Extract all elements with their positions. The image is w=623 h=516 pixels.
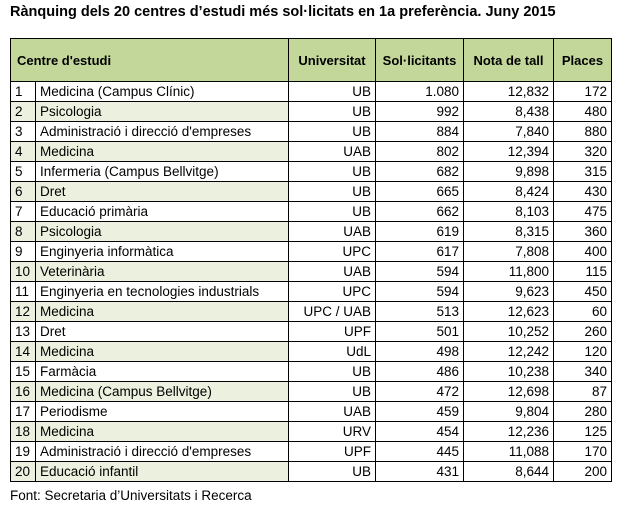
row-nota: 9,898: [464, 162, 554, 182]
row-universitat: UB: [289, 382, 376, 402]
row-places: 475: [554, 202, 612, 222]
row-universitat: UB: [289, 122, 376, 142]
row-sollicitants: 665: [376, 182, 464, 202]
row-universitat: UB: [289, 162, 376, 182]
table-title: Rànquing dels 20 centres d’estudi més sol·licitats en 1a preferència. Juny 2015: [10, 4, 556, 20]
row-universitat: UB: [289, 362, 376, 382]
row-sollicitants: 472: [376, 382, 464, 402]
row-nota: 12,623: [464, 302, 554, 322]
row-centre: Medicina: [36, 342, 289, 362]
row-sollicitants: 617: [376, 242, 464, 262]
row-centre: Medicina (Campus Clínic): [36, 82, 289, 102]
row-sollicitants: 992: [376, 102, 464, 122]
row-rank: 11: [11, 282, 36, 302]
row-nota: 8,315: [464, 222, 554, 242]
row-places: 400: [554, 242, 612, 262]
row-places: 125: [554, 422, 612, 442]
row-places: 320: [554, 142, 612, 162]
row-nota: 12,242: [464, 342, 554, 362]
row-sollicitants: 486: [376, 362, 464, 382]
row-places: 115: [554, 262, 612, 282]
row-sollicitants: 513: [376, 302, 464, 322]
row-centre: Psicologia: [36, 102, 289, 122]
row-nota: 7,808: [464, 242, 554, 262]
row-universitat: UB: [289, 102, 376, 122]
row-nota: 12,236: [464, 422, 554, 442]
row-sollicitants: 802: [376, 142, 464, 162]
row-nota: 12,698: [464, 382, 554, 402]
source-note: Font: Secretaria d’Universitats i Recerca: [10, 488, 252, 503]
row-nota: 9,804: [464, 402, 554, 422]
row-nota: 7,840: [464, 122, 554, 142]
row-centre: Enginyeria informàtica: [36, 242, 289, 262]
row-universitat: UdL: [289, 342, 376, 362]
row-centre: Farmàcia: [36, 362, 289, 382]
row-rank: 3: [11, 122, 36, 142]
row-centre: Educació infantil: [36, 462, 289, 482]
row-universitat: UAB: [289, 262, 376, 282]
row-universitat: UB: [289, 462, 376, 482]
row-sollicitants: 454: [376, 422, 464, 442]
row-rank: 5: [11, 162, 36, 182]
row-universitat: UB: [289, 82, 376, 102]
row-rank: 13: [11, 322, 36, 342]
row-sollicitants: 498: [376, 342, 464, 362]
row-places: 450: [554, 282, 612, 302]
row-centre: Enginyeria en tecnologies industrials: [36, 282, 289, 302]
row-universitat: UPF: [289, 322, 376, 342]
row-sollicitants: 431: [376, 462, 464, 482]
row-centre: Medicina: [36, 142, 289, 162]
row-universitat: UB: [289, 182, 376, 202]
table-row: [11, 362, 612, 382]
row-sollicitants: 594: [376, 282, 464, 302]
row-nota: 11,800: [464, 262, 554, 282]
row-rank: 7: [11, 202, 36, 222]
row-rank: 9: [11, 242, 36, 262]
table-row: [11, 322, 612, 342]
row-rank: 17: [11, 402, 36, 422]
header-centre: Centre d'estudi: [11, 39, 289, 82]
row-centre: Medicina: [36, 422, 289, 442]
row-rank: 4: [11, 142, 36, 162]
row-universitat: UB: [289, 202, 376, 222]
row-places: 60: [554, 302, 612, 322]
row-sollicitants: 501: [376, 322, 464, 342]
row-centre: Medicina: [36, 302, 289, 322]
row-nota: 12,394: [464, 142, 554, 162]
row-sollicitants: 459: [376, 402, 464, 422]
header-sollicitants: Sol·licitants: [376, 39, 464, 82]
header-places: Places: [554, 39, 612, 82]
row-centre: Dret: [36, 182, 289, 202]
row-rank: 6: [11, 182, 36, 202]
row-nota: 10,252: [464, 322, 554, 342]
row-sollicitants: 594: [376, 262, 464, 282]
row-universitat: UPF: [289, 442, 376, 462]
table-row: [11, 342, 612, 362]
table-row: [11, 302, 612, 322]
row-places: 480: [554, 102, 612, 122]
row-universitat: UPC: [289, 282, 376, 302]
header-row: [11, 39, 612, 82]
row-nota: 8,424: [464, 182, 554, 202]
row-rank: 20: [11, 462, 36, 482]
row-centre: Administració i direcció d'empreses: [36, 122, 289, 142]
row-places: 280: [554, 402, 612, 422]
table-row: [11, 462, 612, 482]
row-universitat: UPC / UAB: [289, 302, 376, 322]
row-sollicitants: 884: [376, 122, 464, 142]
row-rank: 15: [11, 362, 36, 382]
row-centre: Educació primària: [36, 202, 289, 222]
row-places: 87: [554, 382, 612, 402]
row-rank: 2: [11, 102, 36, 122]
row-centre: Psicologia: [36, 222, 289, 242]
table-row: [11, 122, 612, 142]
row-places: 200: [554, 462, 612, 482]
table-body: [11, 82, 612, 482]
row-universitat: UAB: [289, 222, 376, 242]
row-universitat: UAB: [289, 142, 376, 162]
table-row: [11, 422, 612, 442]
row-nota: 8,438: [464, 102, 554, 122]
row-centre: Veterinària: [36, 262, 289, 282]
row-nota: 8,103: [464, 202, 554, 222]
row-rank: 14: [11, 342, 36, 362]
table-row: [11, 282, 612, 302]
row-rank: 16: [11, 382, 36, 402]
row-rank: 12: [11, 302, 36, 322]
table-row: [11, 102, 612, 122]
row-sollicitants: 619: [376, 222, 464, 242]
table-row: [11, 382, 612, 402]
table-row: [11, 262, 612, 282]
row-places: 172: [554, 82, 612, 102]
table-row: [11, 442, 612, 462]
row-nota: 9,623: [464, 282, 554, 302]
table-row: [11, 242, 612, 262]
row-centre: Administració i direcció d'empreses: [36, 442, 289, 462]
row-nota: 11,088: [464, 442, 554, 462]
table-row: [11, 182, 612, 202]
table-row: [11, 82, 612, 102]
row-universitat: URV: [289, 422, 376, 442]
row-rank: 10: [11, 262, 36, 282]
ranking-table: [10, 38, 612, 482]
header-nota: Nota de tall: [464, 39, 554, 82]
row-rank: 8: [11, 222, 36, 242]
row-sollicitants: 445: [376, 442, 464, 462]
header-universitat: Universitat: [289, 39, 376, 82]
row-nota: 8,644: [464, 462, 554, 482]
row-places: 260: [554, 322, 612, 342]
row-sollicitants: 662: [376, 202, 464, 222]
row-places: 360: [554, 222, 612, 242]
table-row: [11, 202, 612, 222]
row-places: 170: [554, 442, 612, 462]
table-row: [11, 142, 612, 162]
row-places: 430: [554, 182, 612, 202]
row-sollicitants: 1.080: [376, 82, 464, 102]
row-rank: 18: [11, 422, 36, 442]
table-row: [11, 402, 612, 422]
row-nota: 10,238: [464, 362, 554, 382]
row-centre: Medicina (Campus Bellvitge): [36, 382, 289, 402]
row-places: 120: [554, 342, 612, 362]
row-rank: 1: [11, 82, 36, 102]
row-universitat: UAB: [289, 402, 376, 422]
row-nota: 12,832: [464, 82, 554, 102]
table-row: [11, 222, 612, 242]
row-centre: Infermeria (Campus Bellvitge): [36, 162, 289, 182]
table-row: [11, 162, 612, 182]
row-places: 880: [554, 122, 612, 142]
row-places: 315: [554, 162, 612, 182]
row-universitat: UPC: [289, 242, 376, 262]
row-rank: 19: [11, 442, 36, 462]
row-centre: Periodisme: [36, 402, 289, 422]
row-sollicitants: 682: [376, 162, 464, 182]
row-centre: Dret: [36, 322, 289, 342]
row-places: 340: [554, 362, 612, 382]
